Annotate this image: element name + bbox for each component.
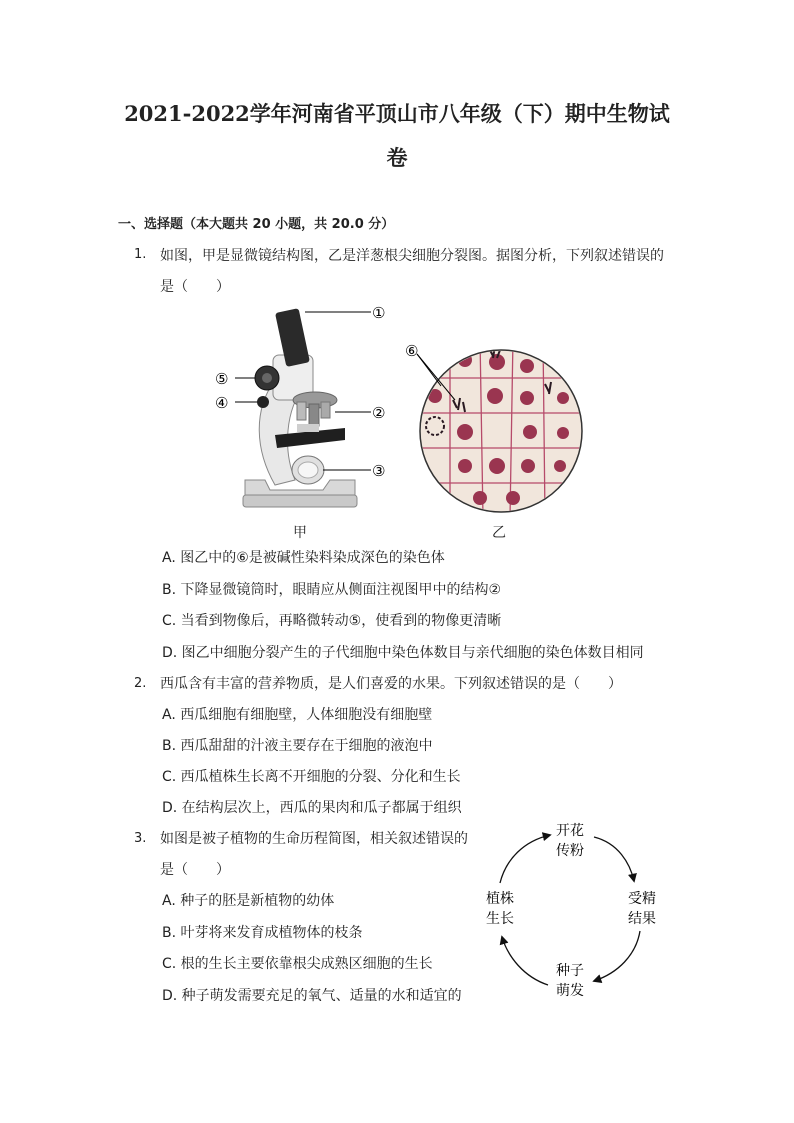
question-1-option-a: A. 图乙中的⑥是被碱性染料染成深色的染色体	[162, 550, 445, 566]
mark-3: ③	[372, 462, 386, 480]
question-2-option-a: A. 西瓜细胞有细胞壁，人体细胞没有细胞壁	[162, 707, 433, 723]
cycle-top-line2: 传粉	[556, 843, 584, 859]
question-1-option-c: C. 当看到物像后，再略微转动⑤，使看到的物像更清晰	[162, 613, 502, 629]
section-heading: 一、选择题（本大题共 20 小题，共 20.0 分）	[118, 217, 395, 232]
figure-label-yi: 乙	[492, 525, 506, 541]
question-1-option-b: B. 下降显微镜筒时，眼睛应从侧面注视图甲中的结构②	[162, 582, 502, 598]
question-3-option-d: D. 种子萌发需要充足的氧气、适量的水和适宜的	[162, 988, 462, 1004]
mark-5: ⑤	[215, 370, 229, 388]
question-2-option-b: B. 西瓜甜甜的汁液主要存在于细胞的液泡中	[162, 738, 433, 754]
question-3-option-b: B. 叶芽将来发育成植物体的枝条	[162, 925, 363, 941]
question-1-stem-line2: 是（ ）	[160, 279, 230, 295]
microscope-figure	[205, 300, 395, 525]
question-3-stem-line2: 是（ ）	[160, 862, 230, 878]
mark-6: ⑥	[405, 342, 419, 360]
question-1-option-d: D. 图乙中细胞分裂产生的子代细胞中染色体数目与亲代细胞的染色体数目相同	[162, 645, 644, 661]
cycle-bottom-line1: 种子	[556, 963, 584, 979]
question-2-stem: 西瓜含有丰富的营养物质，是人们喜爱的水果。下列叙述错误的是（ ）	[160, 676, 622, 692]
page-title-line1: 2021-2022学年河南省平顶山市八年级（下）期中生物试	[124, 101, 670, 126]
question-3-number: 3.	[134, 831, 147, 846]
cycle-left-line1: 植株	[486, 891, 514, 907]
figure-label-jia: 甲	[293, 525, 307, 541]
question-3-option-c: C. 根的生长主要依靠根尖成熟区细胞的生长	[162, 956, 433, 972]
question-1-number: 1.	[134, 247, 147, 262]
cycle-right-line1: 受精	[628, 891, 656, 907]
question-2-option-d: D. 在结构层次上，西瓜的果肉和瓜子都属于组织	[162, 800, 462, 816]
cycle-left-line2: 生长	[486, 911, 514, 927]
question-2-option-c: C. 西瓜植株生长离不开细胞的分裂、分化和生长	[162, 769, 461, 785]
plant-life-cycle-diagram	[480, 815, 670, 1005]
mark-1: ①	[372, 304, 386, 322]
question-3-stem-line1: 如图是被子植物的生命历程简图，相关叙述错误的	[160, 831, 468, 847]
cycle-top-line1: 开花	[556, 823, 584, 839]
cycle-bottom-line2: 萌发	[556, 983, 584, 999]
mark-2: ②	[372, 404, 386, 422]
page-title-line2: 卷	[386, 145, 408, 170]
cycle-right-line2: 结果	[628, 911, 656, 927]
onion-root-cells-figure	[405, 338, 590, 518]
question-3-option-a: A. 种子的胚是新植物的幼体	[162, 893, 335, 909]
mark-4: ④	[215, 394, 229, 412]
question-2-number: 2.	[134, 676, 147, 691]
question-1-stem-line1: 如图，甲是显微镜结构图，乙是洋葱根尖细胞分裂图。据图分析，下列叙述错误的	[160, 248, 664, 264]
